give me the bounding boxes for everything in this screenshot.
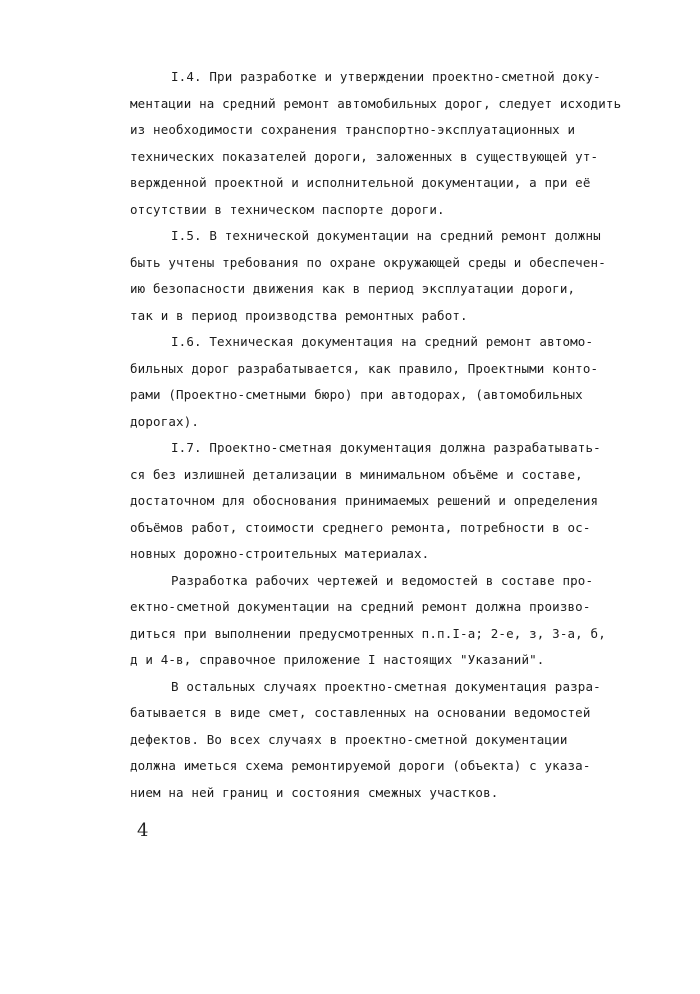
paragraph-1-5-line-1: I.5. В технической документации на средний ремонт должны (171, 228, 601, 243)
paragraph-1-4-line-3: из необходимости сохранения транспортно-эксплуатационных и (130, 122, 576, 137)
paragraph-1-6-line-4: дорогах). (130, 413, 200, 429)
document-body (130, 64, 650, 806)
page-number: 4 (137, 820, 149, 841)
paragraph-1-4-line-2: ментации на средний ремонт автомобильных дорог, следует исходить (130, 95, 622, 111)
paragraph-1-4-line-6: отсутствии в техническом паспорте дороги. (130, 201, 445, 217)
paragraph-drawings-line-4: д и 4-в, справочное приложение I настоящих "Указаний". (130, 652, 545, 667)
paragraph-1-7-line-2: ся без излишней детализации в минимальном объёме и составе, (130, 466, 583, 482)
paragraph-drawings-line-3: диться при выполнении предусмотренных п.п.I-а; 2-е, з, 3-а, б, (130, 625, 606, 641)
paragraph-other-cases-line-1: В остальных случаях проектно-сметная документация разра- (171, 678, 601, 694)
paragraph-drawings-line-1: Разработка рабочих чертежей и ведомостей в составе про- (171, 572, 594, 588)
paragraph-1-4-line-5: вержденной проектной и исполнительной документации, а при её (130, 175, 591, 190)
paragraph-other-cases-line-2: батывается в виде смет, составленных на основании ведомостей (130, 705, 591, 720)
paragraph-other-cases-line-5: нием на ней границ и состояния смежных участков. (130, 784, 499, 800)
paragraph-drawings-line-2: ектно-сметной документации на средний ремонт должна произво- (130, 599, 591, 614)
paragraph-1-5-line-3: ию безопасности движения как в период эксплуатации дороги, (130, 281, 576, 296)
paragraph-other-cases-line-4: должна иметься схема ремонтируемой дороги (объекта) с указа- (130, 758, 591, 773)
paragraph-1-4-line-1: I.4. При разработке и утверждении проектно-сметной доку- (171, 69, 601, 84)
paragraph-1-5-line-4: так и в период производства ремонтных работ. (130, 307, 468, 323)
paragraph-1-6-line-2: бильных дорог разрабатывается, как правило, Проектными конто- (130, 360, 599, 376)
paragraph-1-7-line-5: новных дорожно-строительных материалах. (130, 546, 430, 561)
paragraph-1-6-line-3: рами (Проектно-сметными бюро) при автодорах, (автомобильных (130, 387, 583, 402)
paragraph-other-cases-line-3: дефектов. Во всех случаях в проектно-сметной документации (130, 731, 568, 747)
paragraph-1-7-line-3: достаточном для обоснования принимаемых решений и определения (130, 493, 599, 508)
paragraph-1-6-line-1: I.6. Техническая документация на средний ремонт автомо- (171, 334, 594, 349)
paragraph-1-4-line-4: технических показателей дороги, заложенных в существующей ут- (130, 148, 599, 164)
paragraph-1-7-line-1: I.7. Проектно-сметная документация должна разрабатывать- (171, 440, 601, 455)
paragraph-1-7-line-4: объёмов работ, стоимости среднего ремонта, потребности в ос- (130, 519, 591, 535)
paragraph-1-5-line-2: быть учтены требования по охране окружающей среды и обеспечен- (130, 254, 606, 270)
